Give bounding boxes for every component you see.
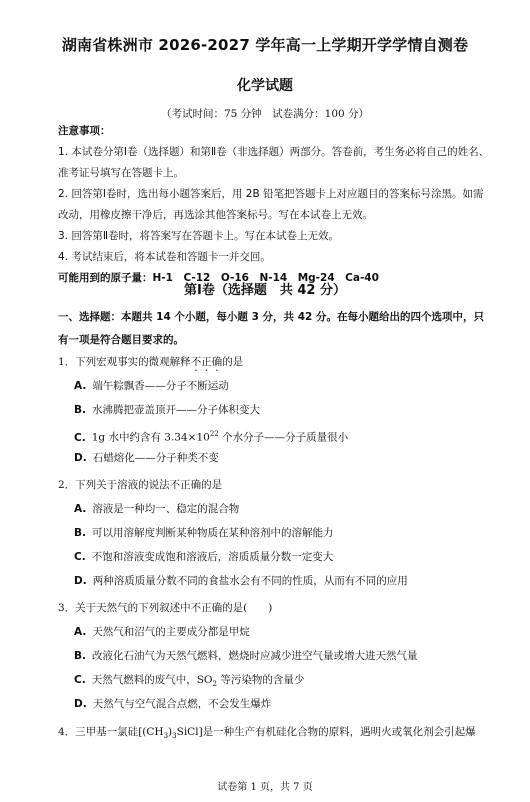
option-b: B. 可以用溶解度判断某种物质在某种溶剂中的溶解能力 — [74, 527, 334, 539]
option-c: C. 天然气燃料的废气中，$SO_2$ 等污染物的含量少 — [74, 674, 305, 689]
chemical-formula: $[(CH_3)_3SiCl]$ — [138, 726, 203, 741]
option-c: C. 不饱和溶液变成饱和溶液后，溶质质量分数一定变大 — [74, 551, 334, 563]
exam-meta: （考试时间：75 分钟 试卷满分：100 分） — [160, 108, 370, 120]
note-item-4: 4. 考试结束后，将本试卷和答题卡一并交回。 — [58, 251, 271, 263]
question-4 — [58, 720, 498, 744]
section-title: 第Ⅰ卷（选择题 共 42 分） — [184, 283, 346, 298]
option-d: D. 石蜡熔化——分子种类不变 — [74, 452, 219, 464]
page-footer: 试卷第 1 页，共 7 页 — [217, 782, 313, 793]
question-2 — [58, 473, 498, 593]
question-stem: 2．下列关于溶液的说法不正确的是 — [58, 479, 223, 491]
option-a: A. 天然气和沼气的主要成分都是甲烷 — [74, 626, 250, 638]
question-stem: 4．三甲基一氯硅$[(CH_3)_3SiCl]$是一种生产有机硅化合物的原料，遇明火或氧化剂会引起爆 — [58, 726, 476, 741]
notes-block — [58, 121, 492, 289]
section-instruction: 一、选择题：本题共 14 个小题，每小题 3 分，共 42 分。在每小题给出的四个选项中，只有一项是符合题目要求的。 — [58, 311, 484, 346]
option-b: B. 改液化石油气为天然气燃料，燃烧时应减少进空气量或增大进天然气量 — [74, 650, 418, 662]
option-d: D. 两种溶质质量分数不同的食盐水会有不同的性质，从而有不同的应用 — [74, 575, 408, 587]
exam-subject: 化学试题 — [237, 78, 293, 94]
note-item-2: 2. 回答第Ⅰ卷时，选出每小题答案后，用 2B 铅笔把答题卡上对应题目的答案标号涂黑。如需改动，用橡皮擦干净后，再选涂其他答案标号。写在本试卷上无效。 — [58, 188, 484, 221]
note-item-3: 3. 回答第Ⅱ卷时，将答案写在答题卡上。写在本试卷上无效。 — [58, 230, 340, 242]
exam-title: 湖南省株洲市 2026-2027 学年高一上学期开学学情自测卷 — [61, 36, 469, 54]
question-1 — [58, 350, 498, 470]
notes-heading: 注意事项： — [58, 125, 111, 137]
option-d: D. 天然气与空气混合点燃，不会发生爆炸 — [74, 698, 272, 710]
option-a: A. 溶液是一种均一、稳定的混合物 — [74, 503, 240, 515]
question-3 — [58, 596, 498, 716]
note-item-1: 1. 本试卷分第Ⅰ卷（选择题）和第Ⅱ卷（非选择题）两部分。答卷前，考生务必将自己的姓名、准考证号填写在答题卡上。 — [58, 146, 490, 179]
option-b: B. 水沸腾把壶盖顶开——分子体积变大 — [74, 404, 260, 416]
question-stem: 3．关于天然气的下列叙述中不正确的是( ) — [58, 602, 273, 614]
option-c: C. 1g 水中约含有 $3.34\times 10^{22}$ 个水分子——分子质量很小 — [74, 430, 349, 444]
atomic-masses: 可能用到的原子量：H-1 C-12 O-16 N-14 Mg-24 Ca-40 — [58, 272, 379, 284]
emphasis-text: 不正确 — [190, 356, 223, 368]
question-stem: 1．下列宏观事实的微观解释不正确的是 — [58, 356, 244, 368]
option-a: A. 端午粽飘香——分子不断运动 — [74, 380, 229, 392]
